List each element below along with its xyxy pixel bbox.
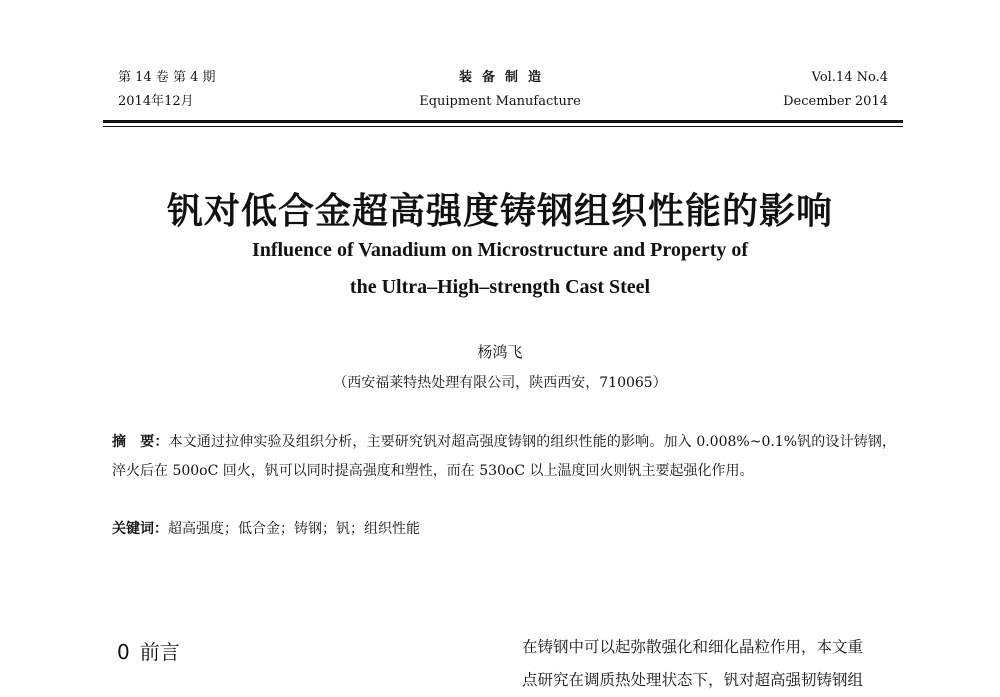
journal-name-en: Equipment Manufacture [419,94,581,109]
journal-name [400,66,600,114]
publication-date: 2014年12月 [118,94,194,109]
section-title: 前言 [139,640,180,664]
abstract [112,428,896,486]
paper-title-en-line1: Influence of Vanadium on Microstructure and Property of [251,239,749,261]
author-name: 杨鸿飞 [477,343,523,361]
journal-volume-info-en [783,66,888,114]
body-line-1: 在铸钢中可以起弥散强化和细化晶粒作用，本文重 [522,638,864,656]
keywords [112,515,896,544]
paper-title-zh: 钒对低合金超高强度铸钢组织性能的影响 [166,191,833,232]
publication-date-en: December 2014 [783,94,888,109]
header-rule-thin [103,126,903,127]
volume-issue: 第 14 卷 第 4 期 [118,70,216,85]
keywords-label: 关键词： [112,521,168,537]
body-line-2: 点研究在调质热处理状态下，钒对超高强韧铸钢组 [522,671,864,689]
header-rule-thick [103,120,903,123]
author-affiliation: （西安福莱特热处理有限公司，陕西西安，710065） [333,375,667,391]
keywords-text: 超高强度；低合金；铸钢；钒；组织性能 [168,521,420,537]
section-number: 0 [117,640,130,664]
volume-issue-en: Vol.14 No.4 [811,70,888,85]
section-heading-introduction [117,636,180,665]
abstract-text: 本文通过拉伸实验及组织分析，主要研究钒对超高强度铸钢的组织性能的影响。加入 0.008%~0.1%钒的设计铸钢，淬火后在 500oC 回火，钒可以同时提高强度和塑性，而在 530oC 以上温度回火则钒主要起强化作用。 [112,434,896,479]
journal-name-zh: 装备制造 [458,70,551,85]
abstract-label: 摘 要： [112,434,169,450]
journal-volume-info [118,66,215,114]
body-text-right-column [522,631,900,697]
paper-title-en-line2: the Ultra–High–strength Cast Steel [349,276,651,298]
